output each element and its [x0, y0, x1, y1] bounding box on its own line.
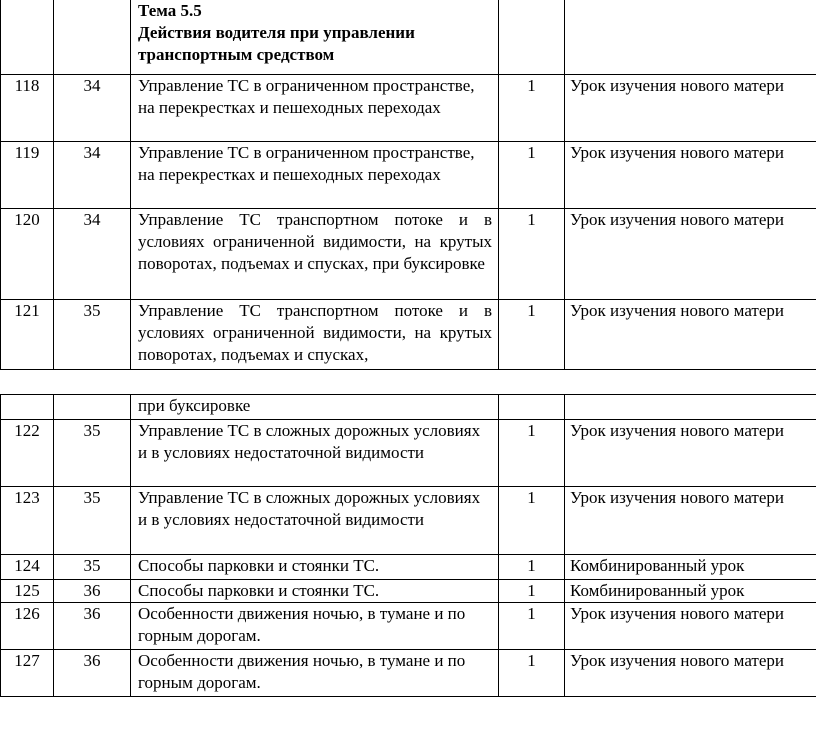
- lesson-number: 118: [1, 75, 54, 142]
- table-row: [1, 420, 816, 487]
- lesson-topic: Управление ТС транспортном потоке и в условиях ограниченной видимости, на крутых поворотах, подъемах и спусках,: [131, 300, 499, 370]
- hours-block: 34: [54, 209, 131, 300]
- lesson-type: Урок изучения нового матери: [565, 300, 816, 370]
- hours-block: 36: [54, 650, 131, 697]
- theme-number: Тема 5.5: [138, 1, 202, 20]
- lesson-topic-continuation: при буксировке: [131, 395, 499, 420]
- lesson-number: 123: [1, 487, 54, 555]
- table-row: [1, 603, 816, 650]
- lesson-type: Урок изучения нового матери: [565, 603, 816, 650]
- lesson-topic: Способы парковки и стоянки ТС.: [131, 555, 499, 580]
- lesson-topic: Управление ТС в ограниченном пространстве, на перекрестках и пешеходных переходах: [131, 75, 499, 142]
- lesson-type: Комбинированный урок: [565, 580, 816, 603]
- empty-cell: [565, 395, 816, 420]
- hours-block: 36: [54, 603, 131, 650]
- lesson-hours: 1: [499, 487, 565, 555]
- lesson-number: 124: [1, 555, 54, 580]
- hours-block: 35: [54, 420, 131, 487]
- lesson-topic: Особенности движения ночью, в тумане и по горным дорогам.: [131, 603, 499, 650]
- table-row: [1, 580, 816, 603]
- theme-title-cell: [131, 0, 499, 75]
- theme-row: [1, 0, 816, 75]
- table-row: [1, 300, 816, 370]
- hours-block: 34: [54, 142, 131, 209]
- hours-block: 34: [54, 75, 131, 142]
- lesson-topic: Особенности движения ночью, в тумане и по горным дорогам.: [131, 650, 499, 697]
- lesson-hours: 1: [499, 580, 565, 603]
- empty-cell: [1, 0, 54, 75]
- lesson-number: 126: [1, 603, 54, 650]
- lesson-hours: 1: [499, 603, 565, 650]
- lesson-type: Урок изучения нового матери: [565, 209, 816, 300]
- lesson-table-part-2: [0, 394, 816, 697]
- lesson-type: Урок изучения нового матери: [565, 420, 816, 487]
- theme-title: Действия водителя при управлении транспортным средством: [138, 23, 415, 64]
- table-row: [1, 75, 816, 142]
- empty-cell: [565, 0, 816, 75]
- table-row: [1, 555, 816, 580]
- lesson-number: 121: [1, 300, 54, 370]
- lesson-topic: Управление ТС в сложных дорожных условиях и в условиях недостаточной видимости: [131, 487, 499, 555]
- lesson-hours: 1: [499, 300, 565, 370]
- lesson-type: Урок изучения нового матери: [565, 75, 816, 142]
- lesson-hours: 1: [499, 142, 565, 209]
- table-row: [1, 209, 816, 300]
- empty-cell: [1, 395, 54, 420]
- lesson-number: 122: [1, 420, 54, 487]
- lesson-topic: Управление ТС в ограниченном пространстве, на перекрестках и пешеходных переходах: [131, 142, 499, 209]
- lesson-topic: Управление ТС транспортном потоке и в условиях ограниченной видимости, на крутых поворотах, подъемах и спусках, при буксировке: [131, 209, 499, 300]
- empty-cell: [54, 0, 131, 75]
- table-row: [1, 142, 816, 209]
- lesson-type: Комбинированный урок: [565, 555, 816, 580]
- table-row: [1, 487, 816, 555]
- continuation-row: [1, 395, 816, 420]
- lesson-hours: 1: [499, 650, 565, 697]
- lesson-topic: Управление ТС в сложных дорожных условиях и в условиях недостаточной видимости: [131, 420, 499, 487]
- hours-block: 35: [54, 487, 131, 555]
- lesson-hours: 1: [499, 209, 565, 300]
- lesson-type: Урок изучения нового матери: [565, 487, 816, 555]
- lesson-hours: 1: [499, 75, 565, 142]
- lesson-type: Урок изучения нового матери: [565, 650, 816, 697]
- lesson-type: Урок изучения нового матери: [565, 142, 816, 209]
- hours-block: 36: [54, 580, 131, 603]
- table-row: [1, 650, 816, 697]
- empty-cell: [499, 395, 565, 420]
- lesson-number: 120: [1, 209, 54, 300]
- hours-block: 35: [54, 300, 131, 370]
- lesson-topic: Способы парковки и стоянки ТС.: [131, 580, 499, 603]
- hours-block: 35: [54, 555, 131, 580]
- lesson-number: 125: [1, 580, 54, 603]
- empty-cell: [54, 395, 131, 420]
- lesson-hours: 1: [499, 555, 565, 580]
- lesson-number: 119: [1, 142, 54, 209]
- lesson-number: 127: [1, 650, 54, 697]
- empty-cell: [499, 0, 565, 75]
- lesson-hours: 1: [499, 420, 565, 487]
